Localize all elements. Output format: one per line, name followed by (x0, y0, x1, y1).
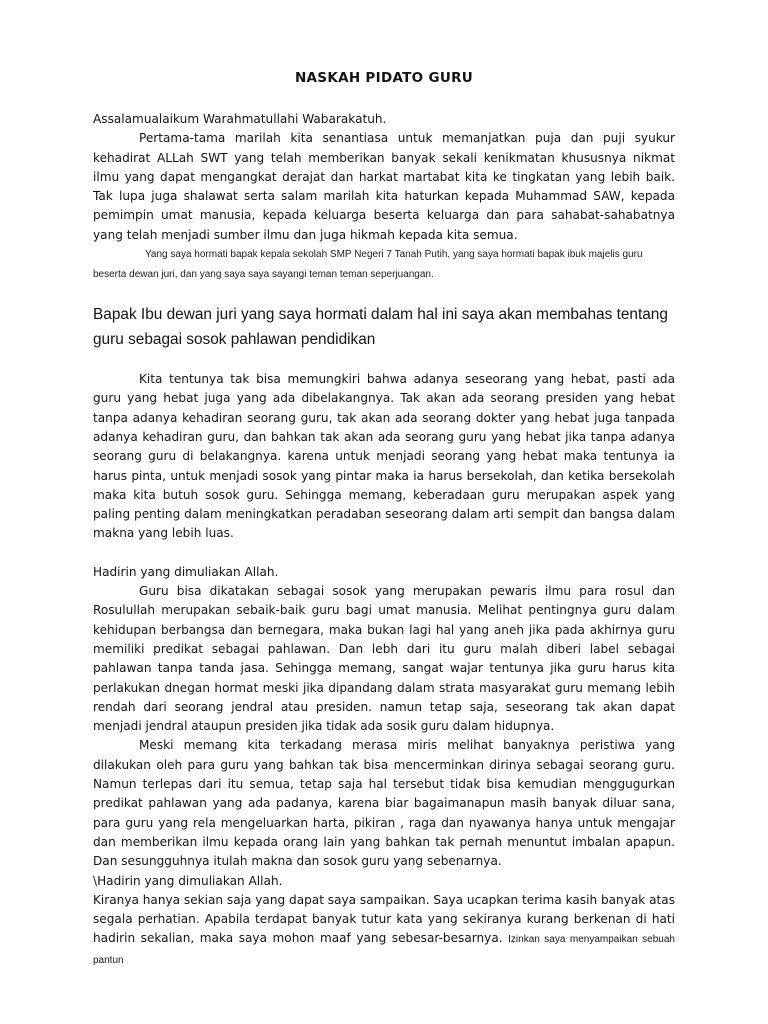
opening-paragraph: Pertama-tama marilah kita senantiasa untuk memanjatkan puja dan puji syukur kehadirat ALLah SWT yang telah memberikan banyak sekali kenikmatan khususnya nikmat ilmu yang dapat mengangkat derajat dan harkat martabat kita ke tingkatan yang lebih baik. Tak lupa juga shalawat serta salam marilah kita haturkan kepada Muhammad SAW, kepada pemimpin umat manusia, kepada keluarga beserta keluarga dan para sahabat-sahabatnya yang telah menjadi sumber ilmu dan juga hikmah kepada kita semua. (93, 131, 675, 242)
closing-text: Kiranya hanya sekian saja yang dapat saya sampaikan. Saya ucapkan terima kasih banyak atas segala perhatian. Apabila terdapat banyak tutur kata yang sekiranya kurang berkenan di hati hadirin sekalian, maka saya mohon maaf yang sebesar-besarnya. (93, 892, 675, 946)
closing-paragraph (93, 891, 675, 970)
topic-heading: Bapak Ibu dewan juri yang saya hormati dalam hal ini saya akan membahas tentang guru sebagai sosok pahlawan pendidikan (93, 306, 668, 349)
document-body (93, 110, 675, 970)
paragraph-3: Meski memang kita terkadang merasa miris melihat banyaknya peristiwa yang dilakukan oleh para guru yang bahkan tak bisa mencerminkan dirinya sebagai seorang guru. Namun terlepas dari itu semua, tetap saja hal tersebut tidak bisa kemudian menggugurkan predikat pahlawan yang ada padanya, karena biar bagaimanapun masih banyak diluar sana, para guru yang rela mengeluarkan harta, pikiran , raga dan nyawanya hanya untuk mengajar dan memberikan ilmu kepada orang lain yang bahkan tak pernah menuntut imbalan apapun. Dan sesungguhnya itulah makna dan sosok guru yang sebenarnya. (93, 738, 675, 869)
hadirin-line-2: \Hadirin yang dimuliakan Allah. (93, 873, 283, 888)
document-title: NASKAH PIDATO GURU (294, 70, 474, 86)
paragraph-1: Kita tentunya tak bisa memungkiri bahwa adanya seseorang yang hebat, pasti ada guru yang hebat juga yang ada dibelakangnya. Tak akan ada seorang presiden yang hebat tanpa adanya kehadiran seorang guru, tak akan ada seorang dokter yang hebat juga tanpada adanya kehadiran guru, dan bahkan tak akan ada seorang guru yang hebat jika tanpa adanya seorang guru di belakangnya. karena untuk menjadi seorang yang hebat maka tentunya ia harus pinta, untuk menjadi sosok yang pintar maka ia harus bersekolah, dan ketika bersekolah maka kita butuh sosok guru. Sehingga memang, keberadaan guru merupakan aspek yang paling penting dalam meningkatkan peradaban seseorang dalam arti sempit dan bangsa dalam makna yang lebih luas. (93, 372, 675, 541)
paragraph-2: Guru bisa dikatakan sebagai sosok yang merupakan pewaris ilmu para rosul dan Rosulullah merupakan sebaik-baik guru bagi umat manusia. Melihat pentingnya guru dalam kehidupan berbangsa dan bernegara, maka bukan lagi hal yang aneh jika pada akhirnya guru memiliki predikat sebagai pahlawan. Dan lebh dari itu guru malah diberi label sebagai pahlawan tanpa tanda jasa. Sehingga memang, sangat wajar tentunya jika guru harus kita perlakukan dnegan hormat meski jika dipandang dalam strata masyarakat guru memang lebih rendah dari seorang jendral atau presiden. namun tetap saja, seseorang tak akan dapat menjadi jendral ataupun presiden jika tidak ada sosik guru dalam hidupnya. (93, 584, 675, 734)
greeting: Assalamualaikum Warahmatullahi Wabarakatuh. (93, 112, 387, 126)
respect-paragraph: Yang saya hormati bapak kepala sekolah SMP Negeri 7 Tanah Putih, yang saya hormati bapak ibuk majelis guru beserta dewan juri, dan yang saya saya sayangi teman teman seperjuangan. (93, 249, 643, 280)
hadirin-line-1: Hadirin yang dimuliakan Allah. (93, 564, 279, 579)
closing-pantun-text: Izinkan saya menyampaikan sebuah pantun (93, 934, 675, 966)
